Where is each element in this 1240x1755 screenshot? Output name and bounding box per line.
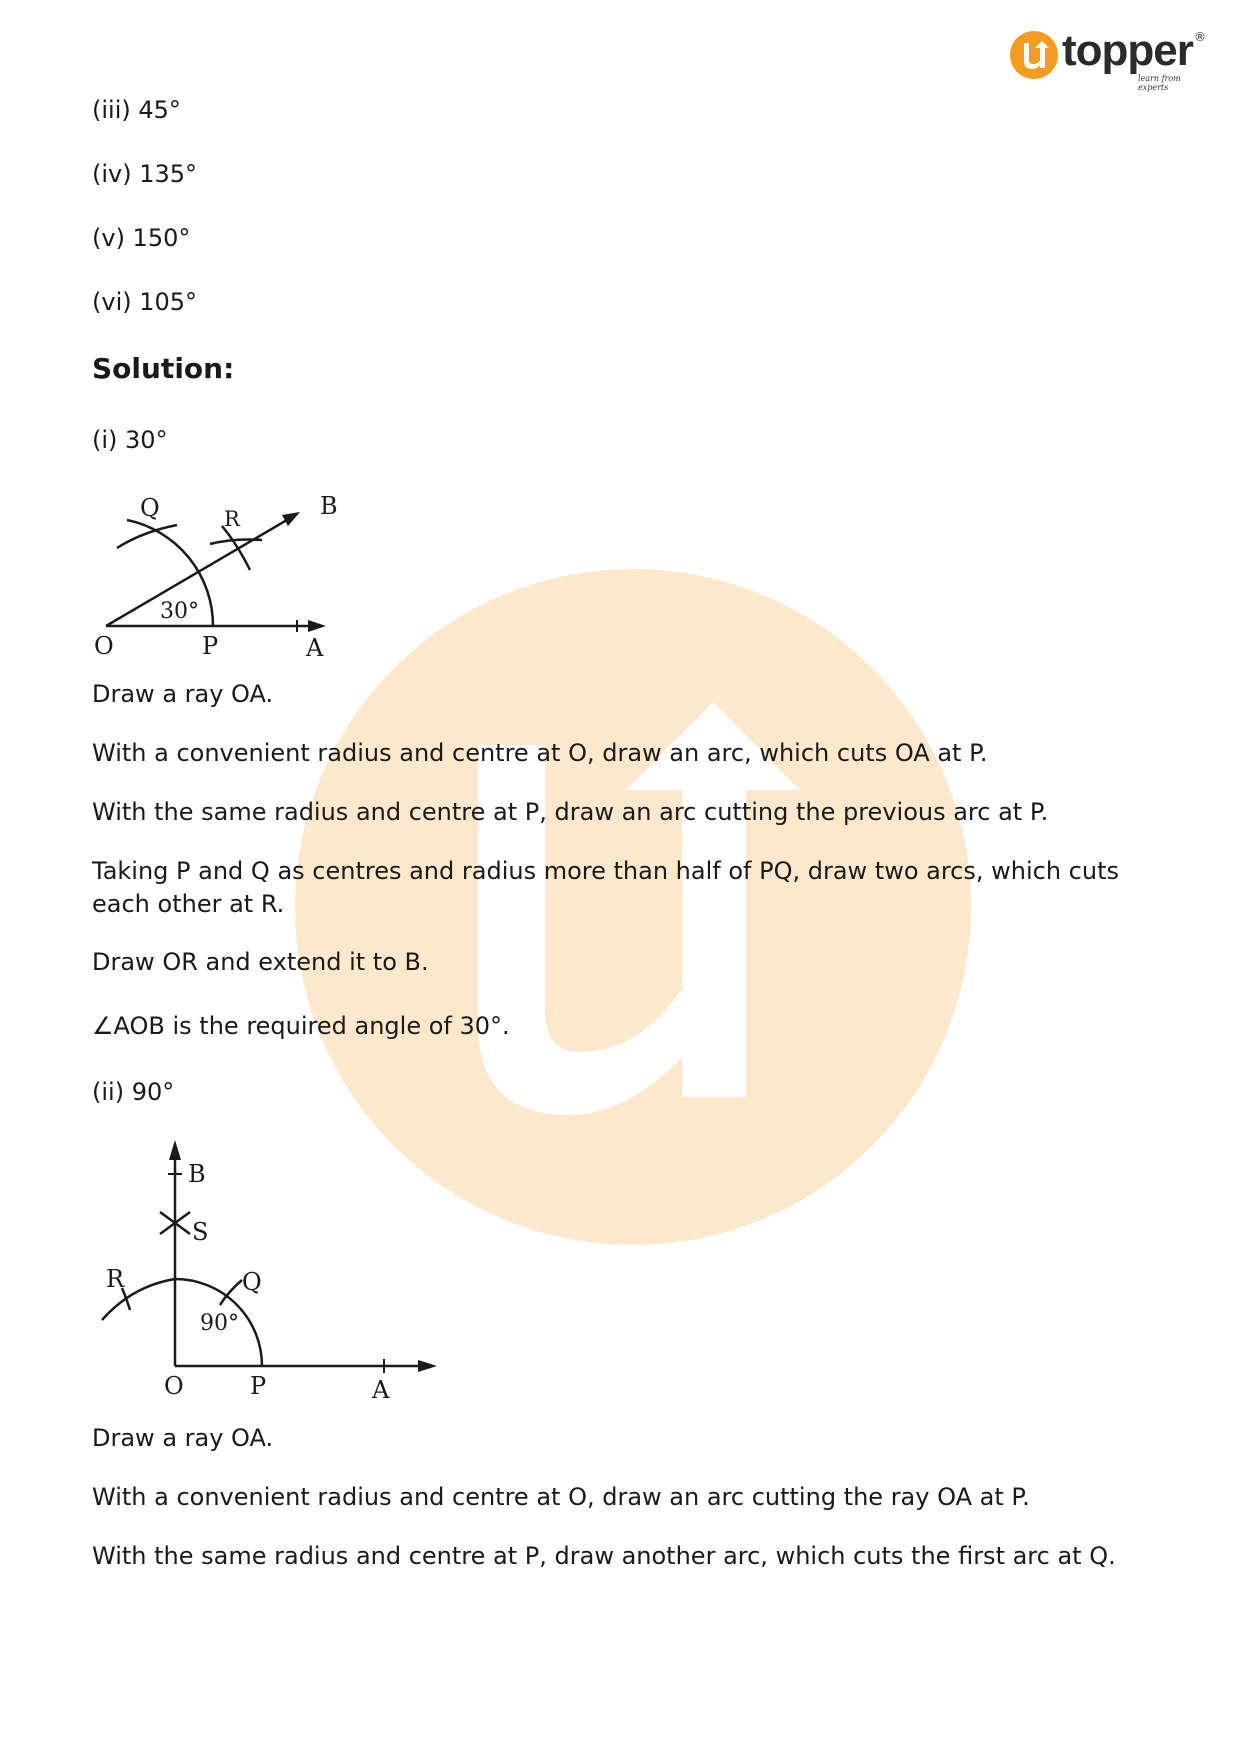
label-30: 30° — [160, 599, 199, 624]
label-p: P — [250, 1372, 267, 1400]
arrow-b — [169, 1140, 181, 1160]
label-r: R — [106, 1265, 125, 1293]
option-v: (v) 150° — [92, 224, 191, 252]
arrow-a — [308, 620, 326, 632]
logo-badge-icon — [1010, 31, 1058, 79]
brand-logo — [1010, 28, 1210, 90]
label-p: P — [202, 632, 219, 660]
part-i-step-6: ∠AOB is the required angle of 30°. — [92, 1012, 510, 1040]
solution-heading: Solution: — [92, 352, 235, 385]
label-q: Q — [242, 1268, 262, 1296]
part-ii-title: (ii) 90° — [92, 1078, 175, 1106]
arc-from-p2 — [222, 526, 250, 570]
arrow-b — [282, 512, 300, 526]
label-r: R — [224, 507, 240, 531]
label-b: B — [188, 1160, 206, 1188]
part-i-step-3: With the same radius and centre at P, draw an arc cutting the previous arc at P. — [92, 798, 1049, 826]
part-i-step-5: Draw OR and extend it to B. — [92, 948, 429, 976]
label-a: A — [372, 1376, 390, 1400]
logo-tagline: learn from experts — [1138, 74, 1181, 92]
part-i-step-4: Taking P and Q as centres and radius more than half of PQ, draw two arcs, which cuts each other at R. — [92, 857, 1119, 918]
label-o: O — [94, 632, 114, 660]
part-ii-step-3: With the same radius and centre at P, draw another arc, which cuts the first arc at Q. — [92, 1542, 1116, 1570]
logo-wordmark: topper — [1062, 26, 1193, 75]
arrow-a — [418, 1360, 437, 1372]
option-vi: (vi) 105° — [92, 288, 198, 316]
part-ii-step-1: Draw a ray OA. — [92, 1424, 274, 1452]
label-a: A — [306, 634, 324, 662]
option-iii: (iii) 45° — [92, 96, 181, 124]
part-i-step-1: Draw a ray OA. — [92, 680, 274, 708]
part-ii-step-2: With a convenient radius and centre at O, draw an arc cutting the ray OA at P. — [92, 1483, 1030, 1511]
figure-90-degree-construction — [92, 1130, 452, 1400]
part-i-title: (i) 30° — [92, 426, 168, 454]
registered-mark: ® — [1194, 30, 1206, 44]
label-b: B — [320, 492, 338, 520]
label-s: S — [192, 1218, 209, 1246]
figure-30-degree-construction — [92, 492, 362, 662]
label-q: Q — [140, 494, 160, 522]
label-90: 90° — [200, 1311, 239, 1336]
option-iv: (iv) 135° — [92, 160, 198, 188]
label-o: O — [164, 1372, 184, 1400]
part-i-step-2: With a convenient radius and centre at O, draw an arc, which cuts OA at P. — [92, 739, 988, 767]
